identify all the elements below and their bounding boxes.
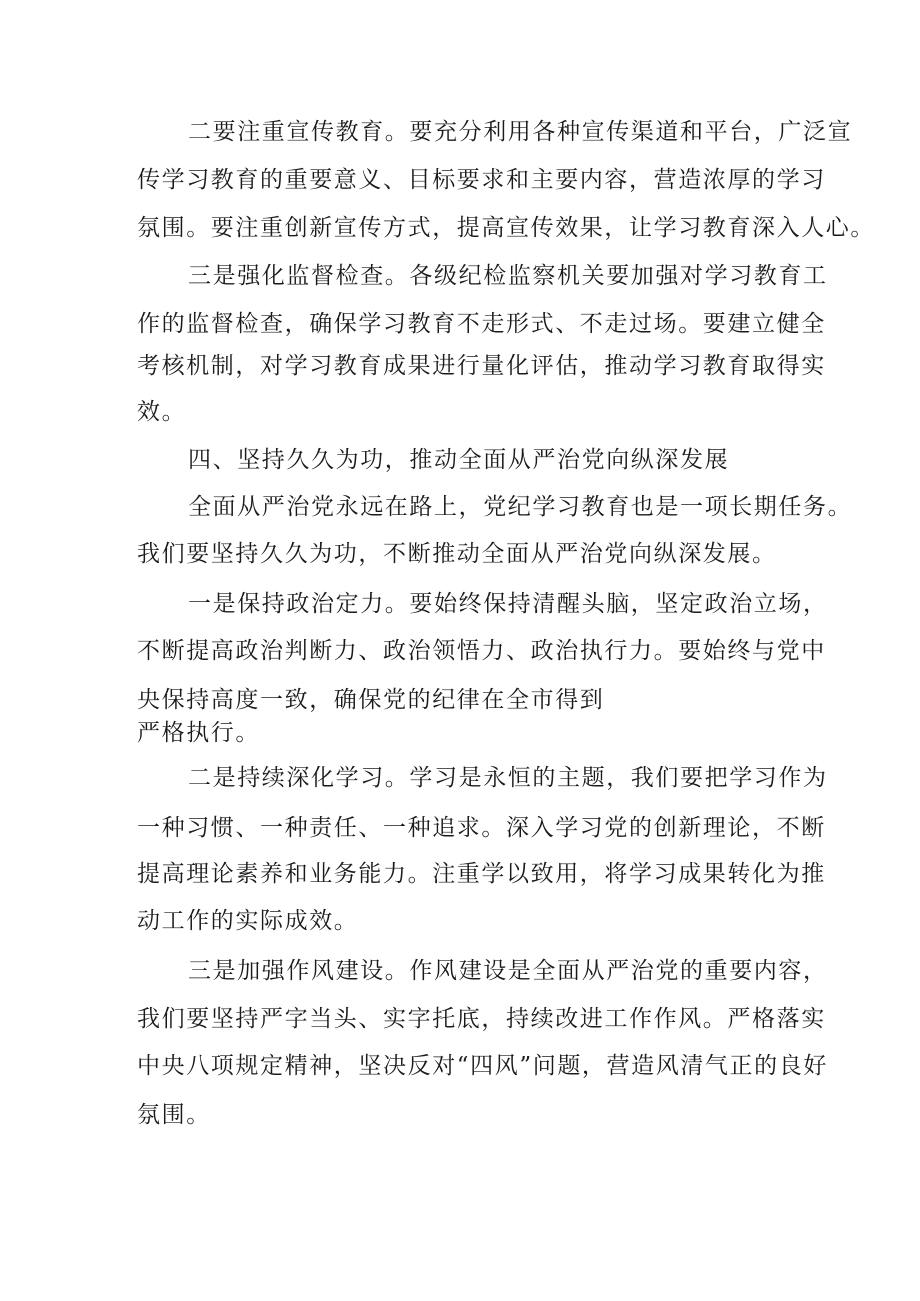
- paragraph-line: 作的监督检查，确保学习教育不走形式、不走过场。要建立健全: [137, 311, 826, 337]
- paragraph-line: 中央八项规定精神，坚决反对“四风”问题，营造风清气正的良好: [137, 1053, 828, 1079]
- paragraph-line: 效。: [137, 399, 187, 425]
- paragraph-line: 央保持高度一致，确保党的纪律在全市得到: [137, 687, 605, 713]
- paragraph-line: 一种习惯、一种责任、一种追求。深入学习党的创新理论，不断: [137, 815, 826, 841]
- paragraph-line: 严格执行。: [137, 720, 260, 746]
- paragraph-line: 三是强化监督检查。各级纪检监察机关要加强对学习教育工: [188, 263, 828, 289]
- paragraph-line: 氛围。: [137, 1102, 211, 1128]
- paragraph-line: 二是持续深化学习。学习是永恒的主题，我们要把学习作为: [188, 765, 828, 791]
- paragraph-line: 提高理论素养和业务能力。注重学以致用，将学习成果转化为推: [137, 861, 826, 887]
- paragraph-line: 不断提高政治判断力、政治领悟力、政治执行力。要始终与党中: [137, 638, 826, 664]
- paragraph-line: 我们要坚持久久为功，不断推动全面从严治党向纵深发展。: [137, 541, 777, 567]
- paragraph-line: 氛围。要注重创新宣传方式，提高宣传效果，让学习教育深入人心。: [137, 215, 875, 241]
- paragraph-line: 动工作的实际成效。: [137, 908, 359, 934]
- paragraph-line: 全面从严治党永远在路上，党纪学习教育也是一项长期任务。: [188, 494, 853, 520]
- paragraph-line: 传学习教育的重要意义、目标要求和主要内容，营造浓厚的学习: [137, 167, 826, 193]
- paragraph-line: 三是加强作风建设。作风建设是全面从严治党的重要内容，: [188, 958, 828, 984]
- paragraph-line: 二要注重宣传教育。要充分利用各种宣传渠道和平台，广泛宣: [188, 119, 853, 145]
- paragraph-line: 我们要坚持严字当头、实字托底，持续改进工作作风。严格落实: [137, 1006, 826, 1032]
- section-heading: 四、坚持久久为功，推动全面从严治党向纵深发展: [188, 447, 730, 473]
- paragraph-line: 一是保持政治定力。要始终保持清醒头脑，坚定政治立场，: [188, 591, 828, 617]
- paragraph-line: 考核机制，对学习教育成果进行量化评估，推动学习教育取得实: [137, 353, 826, 379]
